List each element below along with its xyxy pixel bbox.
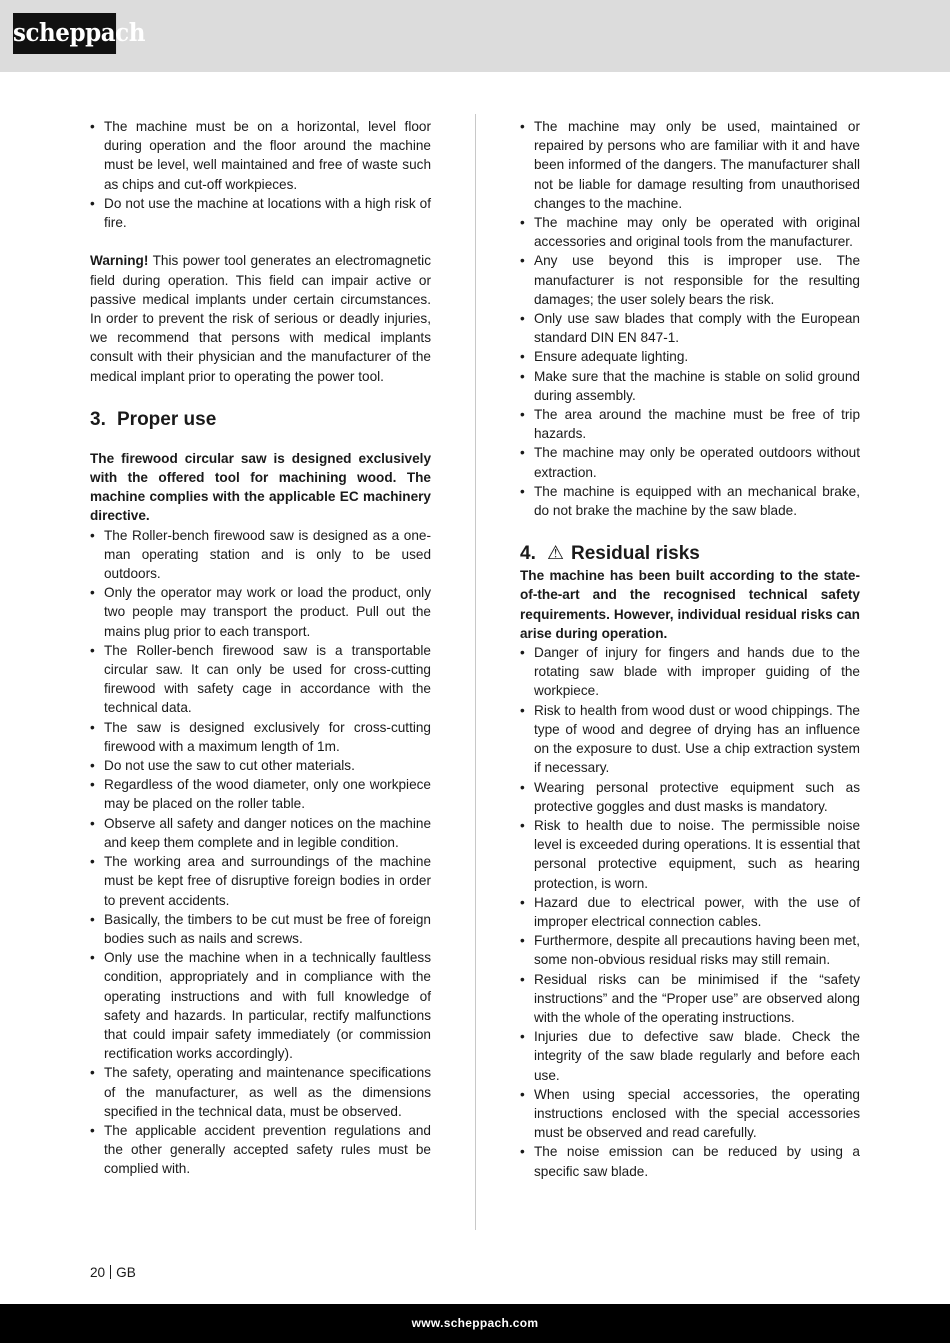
section-intro: The machine has been built according to the state-of-the-art and the recognised technical safety requirements. However, individual residual risks can arise during operation. (520, 568, 860, 641)
warning-text: This power tool generates an electromagnetic field during operation. This field can impair active or passive medical implants under certain circumstances. In order to prevent the risk of serious or deadly injuries, we recommend that persons with medical implants consult with their physician and the manufacturer of the medical implant prior to operating the power tool. (90, 253, 431, 384)
list-item: • Only the operator may work or load the product, only two people may transport the product. Pull out the mains plug prior to each transport. (90, 583, 431, 641)
list-item: • The machine may only be operated outdoors without extraction. (520, 443, 860, 481)
list-item: • When using special accessories, the operating instructions enclosed with the special accessories must be observed and read carefully. (520, 1085, 860, 1143)
warning-triangle-icon: ⚠ (547, 543, 565, 565)
list-item: • The machine may only be used, maintained or repaired by persons who are familiar with it and have been informed of the dangers. The manufacturer shall not be liable for damage resulting from unauthorised changes to the machine. (520, 117, 860, 213)
list-item: • Residual risks can be minimised if the “safety instructions” and the “Proper use” are observed along with the whole of the operating instructions. (520, 970, 860, 1028)
warning-label: Warning! (90, 253, 149, 269)
list-item: • The machine must be on a horizontal, level floor during operation and the floor around the machine must be level, well maintained and free of waste such as chips and cut-off workpieces. (90, 117, 431, 194)
list-item: • Do not use the saw to cut other materials. (90, 756, 431, 775)
bullet-list (90, 117, 431, 232)
warning-paragraph (90, 251, 431, 385)
list-item: • The Roller-bench firewood saw is a transportable circular saw. It can only be used for cross-cutting firewood with safety cage in accordance with the technical data. (90, 641, 431, 718)
list-item: • The Roller-bench firewood saw is designed as a one-man operating station and is only to be used outdoors. (90, 526, 431, 584)
section-heading-proper-use (90, 408, 431, 432)
column-divider (475, 114, 476, 1230)
bullet-list (520, 643, 860, 1181)
list-item: • Observe all safety and danger notices on the machine and keep them complete and in legible condition. (90, 814, 431, 852)
section-title: Proper use (117, 408, 217, 430)
left-column (90, 117, 431, 1179)
list-item: • Basically, the timbers to be cut must be free of foreign bodies such as nails and screws. (90, 910, 431, 948)
section-intro: The firewood circular saw is designed exclusively with the offered tool for machining wood. The machine complies with the applicable EC machinery directive. (90, 450, 431, 524)
list-item: • Do not use the machine at locations with a high risk of fire. (90, 194, 431, 232)
list-item: • Injuries due to defective saw blade. Check the integrity of the saw blade regularly and before each use. (520, 1027, 860, 1085)
scheppach-logo: scheppach (13, 13, 116, 54)
list-item: • Risk to health from wood dust or wood chippings. The type of wood and degree of drying has an influence on the exposure to dust. Use a chip extraction system if necessary. (520, 701, 860, 778)
right-column (520, 117, 860, 1181)
section-number: 3. (90, 408, 106, 430)
website-link[interactable]: www.scheppach.com (411, 1316, 539, 1330)
list-item: • The saw is designed exclusively for cross-cutting firewood with a maximum length of 1m. (90, 718, 431, 756)
list-item: • The noise emission can be reduced by using a specific saw blade. (520, 1142, 860, 1180)
list-item: • The applicable accident prevention regulations and the other generally accepted safety rules must be complied with. (90, 1121, 431, 1179)
list-item: • Only use saw blades that comply with the European standard DIN EN 847-1. (520, 309, 860, 347)
list-item: • Risk to health due to noise. The permissible noise level is exceeded during operations. It is essential that personal protective equipment, such as hearing protection, is worn. (520, 816, 860, 893)
footer-bar (0, 1304, 950, 1343)
page-separator (110, 1265, 111, 1279)
list-item: • The safety, operating and maintenance specifications of the manufacturer, as well as the dimensions specified in the technical data, must be observed. (90, 1063, 431, 1121)
list-item: • The machine may only be operated with original accessories and original tools from the manufacturer. (520, 213, 860, 251)
list-item: • The machine is equipped with an mechanical brake, do not brake the machine by the saw blade. (520, 482, 860, 520)
page-number (90, 1264, 136, 1282)
list-item: • Furthermore, despite all precautions having been met, some non-obvious residual risks may still remain. (520, 931, 860, 969)
section-heading-residual-risks (520, 542, 860, 566)
page-number-value: 20 (90, 1265, 106, 1280)
list-item: • Any use beyond this is improper use. The manufacturer is not responsible for the resulting damages; the user solely bears the risk. (520, 251, 860, 309)
list-item: • Regardless of the wood diameter, only one workpiece may be placed on the roller table. (90, 775, 431, 813)
bullet-list (90, 526, 431, 1179)
list-item: • Make sure that the machine is stable on solid ground during assembly. (520, 367, 860, 405)
list-item: • Danger of injury for fingers and hands due to the rotating saw blade with improper guiding of the workpiece. (520, 643, 860, 701)
list-item: • Wearing personal protective equipment such as protective goggles and dust masks is mandatory. (520, 778, 860, 816)
header-bar (0, 0, 950, 72)
list-item: • Hazard due to electrical power, with the use of improper electrical connection cables. (520, 893, 860, 931)
language-code: GB (116, 1265, 136, 1280)
list-item: • The area around the machine must be free of trip hazards. (520, 405, 860, 443)
bullet-list (520, 117, 860, 520)
section-title: Residual risks (571, 543, 700, 565)
list-item: • The working area and surroundings of the machine must be kept free of disruptive foreign bodies in order to prevent accidents. (90, 852, 431, 910)
list-item: • Ensure adequate lighting. (520, 347, 860, 366)
list-item: • Only use the machine when in a technically faultless condition, appropriately and in compliance with the operating instructions and with full knowledge of safety and hazards. In particular, rectify malfunctions that could impair safety immediately (or commission rectification works accordingly). (90, 948, 431, 1063)
section-number: 4. (520, 543, 536, 565)
